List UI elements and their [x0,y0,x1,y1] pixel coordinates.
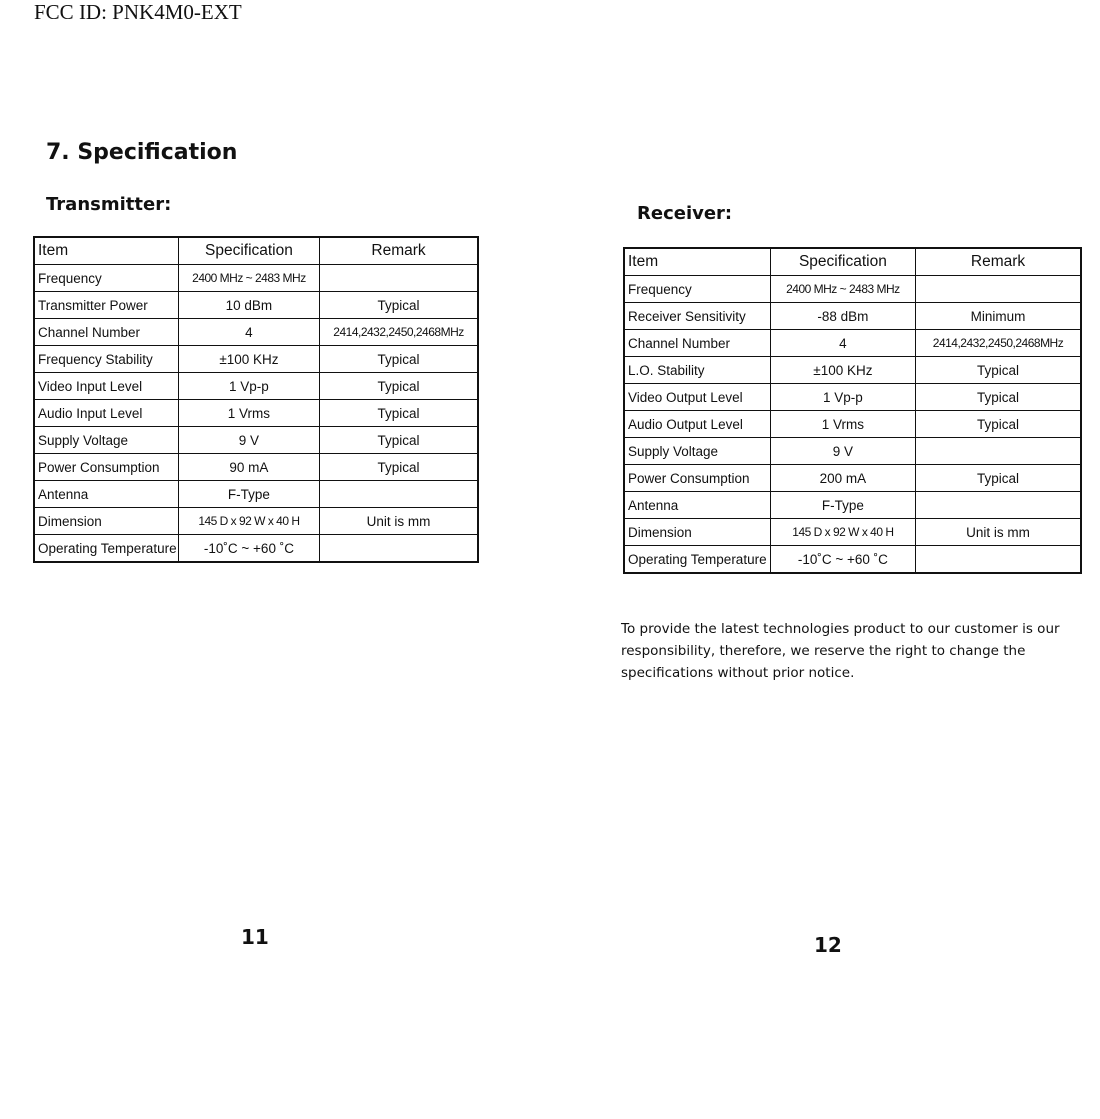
table-cell: 10 dBm [178,292,319,319]
table-row [624,465,1081,492]
specification-notice: To provide the latest technologies product to our customer is our responsibility, therefore, we reserve the right to change the specifications without prior notice. [621,621,1060,681]
table-cell: 9 V [770,438,915,465]
column-header: Remark [916,248,1081,276]
table-cell: Frequency [34,265,178,292]
table-cell: Typical [320,454,478,481]
table-cell: 2414,2432,2450,2468MHz [320,319,478,346]
table-cell: L.O. Stability [624,357,770,384]
table-cell: Power Consumption [34,454,178,481]
table-cell: Typical [916,357,1081,384]
receiver-title: Receiver: [637,203,733,224]
table-row [34,400,478,427]
table-row [624,411,1081,438]
table-cell: Channel Number [624,330,770,357]
table-cell: Dimension [34,508,178,535]
table-row [624,438,1081,465]
page-number-right: 12 [814,933,842,957]
table-cell: Video Input Level [34,373,178,400]
table-row [624,357,1081,384]
column-header: Remark [320,237,478,265]
table-cell [320,481,478,508]
table-cell: ±100 KHz [770,357,915,384]
table-cell: -88 dBm [770,303,915,330]
table-row [34,481,478,508]
table-cell: 145 D x 92 W x 40 H [770,519,915,546]
table-row [624,546,1081,574]
table-cell: -10˚C ~ +60 ˚C [178,535,319,563]
table-cell: Typical [916,411,1081,438]
table-cell: Dimension [624,519,770,546]
table-row [624,330,1081,357]
table-cell: 2400 MHz ~ 2483 MHz [770,276,915,303]
table-cell: Unit is mm [916,519,1081,546]
table-cell [916,546,1081,574]
table-cell: 9 V [178,427,319,454]
table-cell: Power Consumption [624,465,770,492]
table-cell [320,265,478,292]
table-cell: Channel Number [34,319,178,346]
table-cell: Typical [320,292,478,319]
table-cell: Typical [916,465,1081,492]
table-row [34,535,478,563]
section-title: 7. Specification [46,140,238,165]
table-header-row [624,248,1081,276]
table-cell: 1 Vp-p [770,384,915,411]
table-row [624,519,1081,546]
receiver-spec-table [623,247,1082,574]
table-cell: 2414,2432,2450,2468MHz [916,330,1081,357]
table-cell: Frequency [624,276,770,303]
transmitter-spec-table [33,236,479,563]
page-number-left: 11 [241,925,269,949]
table-cell: Unit is mm [320,508,478,535]
transmitter-title: Transmitter: [46,194,172,215]
table-cell: F-Type [178,481,319,508]
table-cell: Receiver Sensitivity [624,303,770,330]
table-cell [916,438,1081,465]
table-cell: 145 D x 92 W x 40 H [178,508,319,535]
table-cell: Video Output Level [624,384,770,411]
table-cell: 1 Vrms [770,411,915,438]
table-cell [320,535,478,563]
column-header: Specification [770,248,915,276]
table-cell: Audio Input Level [34,400,178,427]
table-row [34,454,478,481]
table-row [34,292,478,319]
table-cell: ±100 KHz [178,346,319,373]
table-cell [916,276,1081,303]
table-row [34,319,478,346]
table-row [624,384,1081,411]
table-row [624,276,1081,303]
table-cell: Operating Temperature [34,535,178,563]
table-cell: Typical [320,427,478,454]
table-cell: Typical [916,384,1081,411]
table-header-row [34,237,478,265]
table-row [34,346,478,373]
column-header: Item [624,248,770,276]
table-row [624,492,1081,519]
table-row [34,427,478,454]
table-cell: Frequency Stability [34,346,178,373]
table-row [34,265,478,292]
table-cell: 1 Vp-p [178,373,319,400]
table-cell: Antenna [34,481,178,508]
column-header: Item [34,237,178,265]
table-cell: Typical [320,373,478,400]
table-cell: Supply Voltage [624,438,770,465]
table-cell: Minimum [916,303,1081,330]
table-row [34,373,478,400]
table-cell [916,492,1081,519]
table-cell: Typical [320,400,478,427]
table-cell: 1 Vrms [178,400,319,427]
table-cell: 4 [178,319,319,346]
table-cell: 2400 MHz ~ 2483 MHz [178,265,319,292]
table-cell: 90 mA [178,454,319,481]
table-cell: 200 mA [770,465,915,492]
table-cell: Transmitter Power [34,292,178,319]
fcc-id-header: FCC ID: PNK4M0-EXT [34,0,242,24]
table-cell: -10˚C ~ +60 ˚C [770,546,915,574]
table-cell: Antenna [624,492,770,519]
table-cell: Typical [320,346,478,373]
table-cell: Audio Output Level [624,411,770,438]
table-cell: F-Type [770,492,915,519]
table-row [624,303,1081,330]
table-cell: Supply Voltage [34,427,178,454]
table-cell: 4 [770,330,915,357]
table-cell: Operating Temperature [624,546,770,574]
table-row [34,508,478,535]
column-header: Specification [178,237,319,265]
